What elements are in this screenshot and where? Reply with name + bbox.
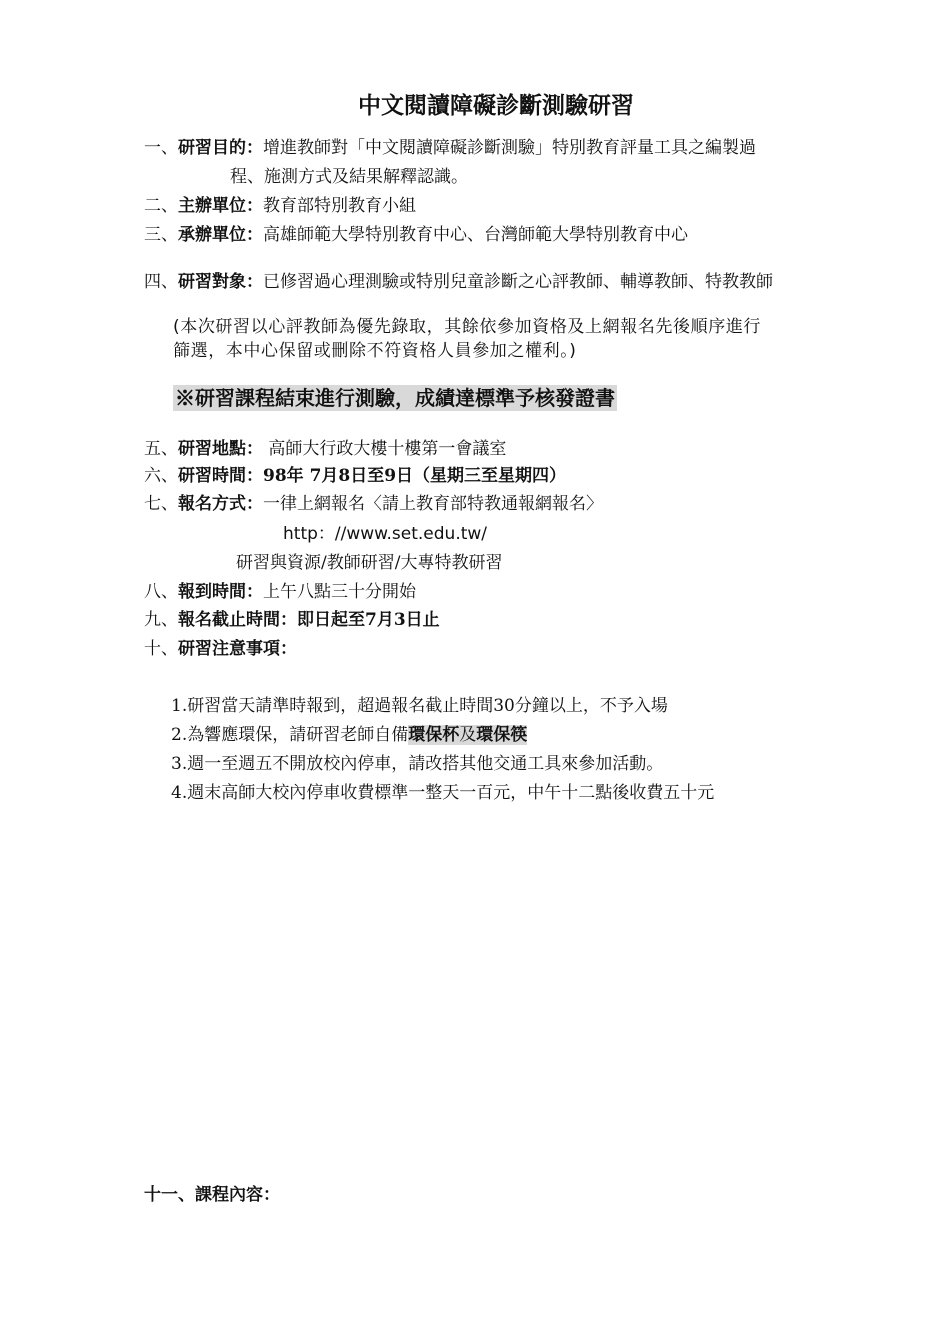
item-course-content bbox=[144, 1185, 280, 1205]
item-deadline bbox=[144, 610, 440, 630]
item-text: 即日起至7月3日止 bbox=[297, 610, 440, 630]
item-label: 報到時間： bbox=[178, 582, 263, 602]
registration-path: 研習與資源/教師研習/大專特教研習 bbox=[236, 553, 503, 573]
item-label: 研習時間： bbox=[178, 466, 263, 486]
item-label: 研習目的： bbox=[178, 138, 263, 158]
item-number: 八、 bbox=[144, 582, 178, 602]
item-number: 一、 bbox=[144, 138, 178, 158]
item-number: 九、 bbox=[144, 610, 178, 630]
note-3: 3.週一至週五不開放校內停車，請改搭其他交通工具來參加活動。 bbox=[171, 754, 664, 774]
item-number: 六、 bbox=[144, 466, 178, 486]
item-number: 三、 bbox=[144, 225, 178, 245]
item-label: 研習對象： bbox=[178, 272, 263, 292]
and-text: 及 bbox=[459, 725, 477, 745]
item-label: 承辦單位： bbox=[178, 225, 263, 245]
item-text: 高雄師範大學特別教育中心、台灣師範大學特別教育中心 bbox=[263, 225, 688, 245]
note-2 bbox=[171, 725, 527, 745]
item-label: 研習注意事項： bbox=[178, 639, 297, 659]
eco-cup: 環保杯 bbox=[408, 725, 460, 745]
item-time bbox=[144, 466, 566, 486]
item-text: 98年 7月8日至9日（星期三至星期四） bbox=[263, 466, 567, 486]
item-participants bbox=[144, 272, 773, 292]
item-label: 報名方式： bbox=[178, 494, 263, 514]
item-label: 研習地點： bbox=[178, 439, 263, 459]
item-organizer bbox=[144, 196, 416, 216]
item-label: 課程內容： bbox=[195, 1185, 280, 1205]
item-notes-heading bbox=[144, 639, 297, 659]
item-number: 七、 bbox=[144, 494, 178, 514]
note-4: 4.週末高師大校內停車收費標準一整天一百元，中午十二點後收費五十元 bbox=[171, 783, 715, 803]
item-text: 上午八點三十分開始 bbox=[263, 582, 416, 602]
note-2-text: 2.為響應環保，請研習老師自備 bbox=[171, 725, 409, 745]
item-text: 教育部特別教育小組 bbox=[263, 196, 416, 216]
document-title: 中文閱讀障礙診斷測驗研習 bbox=[358, 92, 634, 119]
item-number: 二、 bbox=[144, 196, 178, 216]
item-text: 高師大行政大樓十樓第一會議室 bbox=[268, 439, 507, 459]
item-text: 已修習過心理測驗或特別兒童診斷之心評教師、輔導教師、特教教師 bbox=[263, 272, 773, 292]
item-registration bbox=[144, 494, 603, 514]
eco-chopsticks: 環保筷 bbox=[476, 725, 528, 745]
item-number: 十、 bbox=[144, 639, 178, 659]
registration-url[interactable]: http：//www.set.edu.tw/ bbox=[283, 524, 488, 544]
item-number: 五、 bbox=[144, 439, 178, 459]
item-purpose bbox=[144, 138, 756, 158]
item-host bbox=[144, 225, 688, 245]
item-checkin bbox=[144, 582, 416, 602]
item-text: 增進教師對「中文閱讀障礙診斷測驗」特別教育評量工具之編製過 bbox=[263, 138, 756, 158]
selection-note-line-2: 篩選，本中心保留或刪除不符資格人員參加之權利。) bbox=[173, 341, 577, 361]
item-purpose-continued: 程、施測方式及結果解釋認識。 bbox=[230, 167, 468, 187]
selection-note-line-1: (本次研習以心評教師為優先錄取，其餘依參加資格及上網報名先後順序進行 bbox=[173, 317, 762, 337]
item-label: 主辦單位： bbox=[178, 196, 263, 216]
note-1: 1.研習當天請準時報到，超過報名截止時間30分鐘以上，不予入場 bbox=[171, 696, 668, 716]
item-label: 報名截止時間： bbox=[178, 610, 297, 630]
certificate-notice: ※研習課程結束進行測驗，成績達標準予核發證書 bbox=[175, 386, 615, 410]
item-text: 一律上網報名〈請上教育部特教通報網報名〉 bbox=[263, 494, 603, 514]
item-number: 十一、 bbox=[144, 1185, 195, 1205]
item-number: 四、 bbox=[144, 272, 178, 292]
item-location bbox=[144, 439, 506, 459]
